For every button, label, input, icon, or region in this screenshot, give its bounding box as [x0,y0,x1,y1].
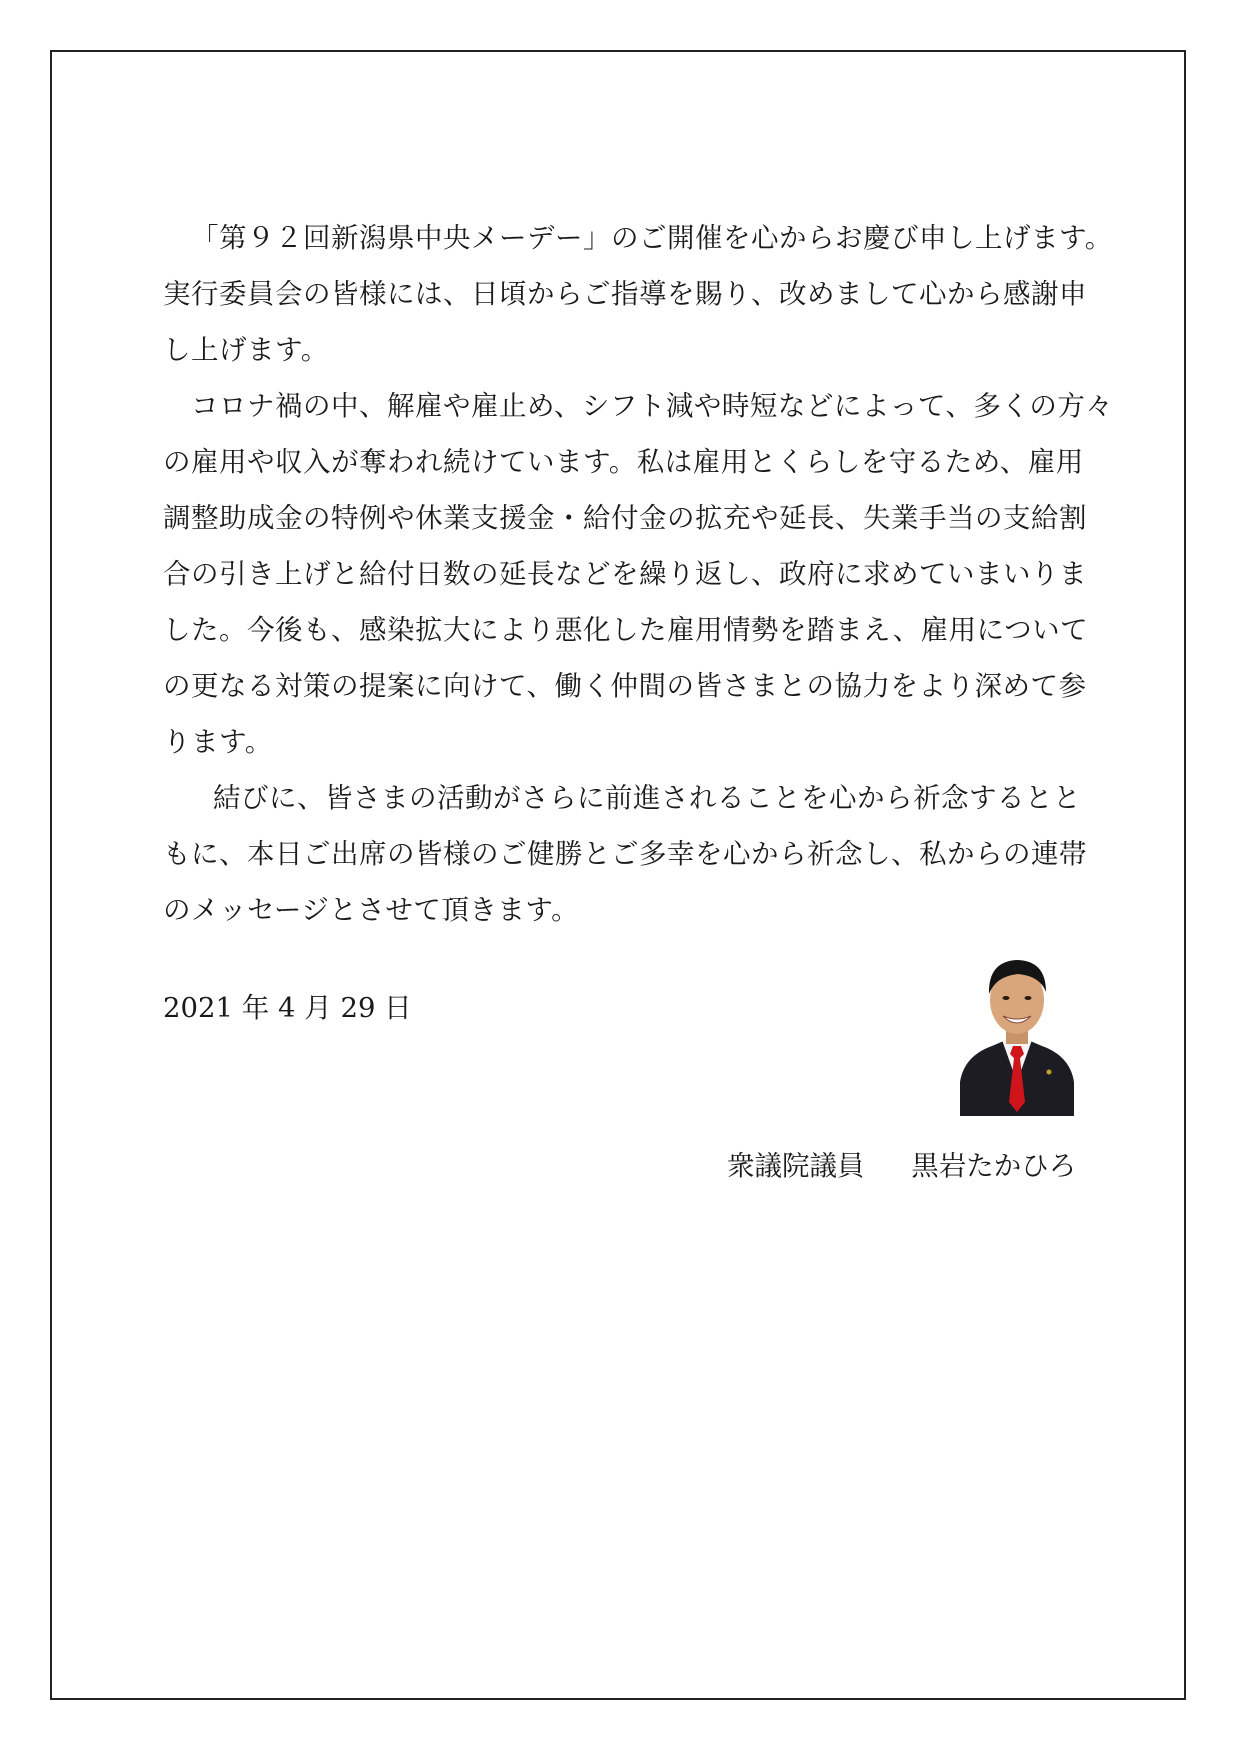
text-line: の雇用や収入が奪われ続けています。私は雇用とくらしを守るため、雇用 [163,446,1084,478]
lapel-pin [1047,1070,1052,1075]
portrait-photo [958,932,1076,1116]
letter-date: 2021 年 4 月 29 日 [163,992,412,1024]
text-line: ります。 [163,726,273,758]
text-line: 合の引き上げと給付日数の延長などを繰り返し、政府に求めていまいりま [163,558,1087,590]
paragraph-2 [163,378,1114,770]
signature-block [727,1146,1076,1186]
text-line: のメッセージとさせて頂きます。 [163,894,580,926]
text-line: 「第９２回新潟県中央メーデー」のご開催を心からお慶び申し上げます。 [191,222,1113,254]
text-line: もに、本日ご出席の皆様のご健勝とご多幸を心から祈念し、私からの連帯 [163,838,1087,870]
text-line: 結びに、皆さまの活動がさらに前進されることを心から祈念するとと [213,782,1081,814]
signer-title: 衆議院議員 [727,1150,865,1182]
eye-right [1025,996,1032,1000]
text-line: した。今後も、感染拡大により悪化した雇用情勢を踏まえ、雇用について [163,614,1089,646]
signer-name: 黒岩たかひろ [911,1150,1077,1182]
letter-body [163,210,1114,938]
eye-left [1003,996,1010,1000]
text-line: コロナ禍の中、解雇や雇止め、シフト減や時短などによって、多くの方々 [191,390,1114,422]
text-line: し上げます。 [163,334,329,366]
paragraph-3 [163,770,1087,938]
paragraph-1 [163,210,1113,378]
text-line: の更なる対策の提案に向けて、働く仲間の皆さまとの協力をより深めて参 [163,670,1087,702]
text-line: 調整助成金の特例や休業支援金・給付金の拡充や延長、失業手当の支給割 [163,502,1087,534]
text-line: 実行委員会の皆様には、日頃からご指導を賜り、改めまして心から感謝申 [163,278,1087,310]
